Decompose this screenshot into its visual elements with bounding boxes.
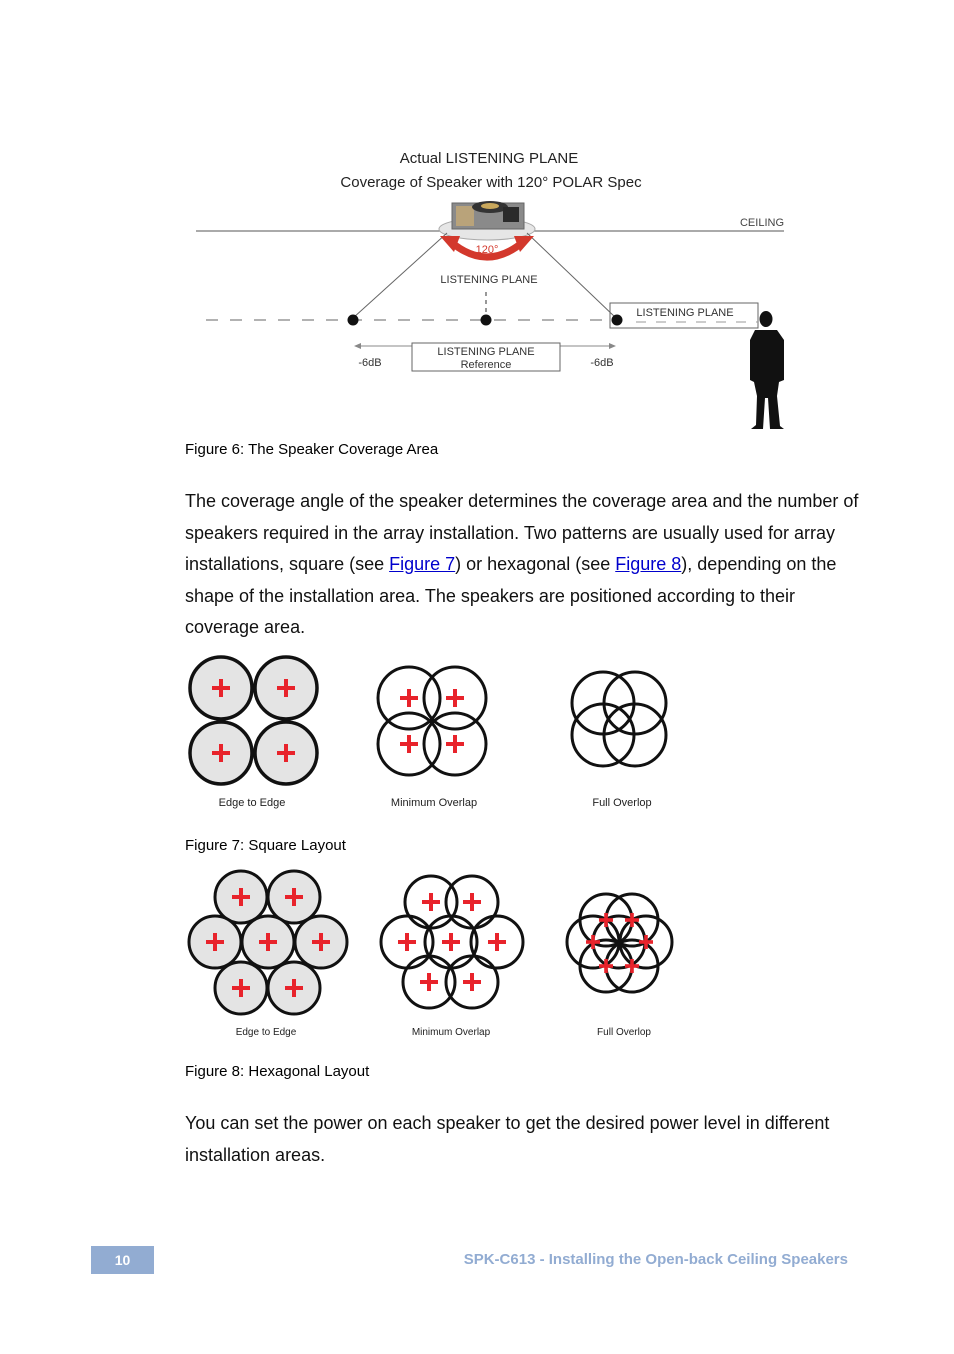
arrow-left-icon [354,343,361,349]
paragraph-text: The coverage angle of the speaker determines the coverage area and the number of speakers required in the array installation. Two patterns are usually used for array installations, square (see [185,491,859,574]
hex-label-full: Full Overlop [597,1027,651,1038]
ceiling-speaker-icon [439,201,535,240]
paragraph-text: ), depending on the shape of the installation area. The speakers are positioned according to their coverage area. [185,554,837,637]
diagram-title-line1: Actual LISTENING PLANE [399,150,579,167]
speaker-coverage-diagram [0,0,954,440]
figure7-link[interactable]: Figure 7 [389,554,456,574]
page-number: 10 [91,1246,154,1274]
hex-full-overlap [567,894,672,992]
coverage-line-right [527,233,616,318]
center-point-marker [481,315,492,326]
paragraph-coverage [185,486,860,644]
figure8-link[interactable]: Figure 8 [615,554,682,574]
left-db-label: -6dB [358,357,382,369]
arrow-right-icon [609,343,616,349]
figure8-caption: Figure 8: Hexagonal Layout [185,1063,370,1080]
listening-plane-center-label: LISTENING PLANE [440,274,538,286]
listening-plane-box-label: LISTENING PLANE [636,307,734,319]
square-label-full: Full Overlop [592,797,652,809]
square-full-overlap [572,672,666,766]
reference-label-line2: Reference [460,359,512,371]
hex-label-edge: Edge to Edge [235,1027,297,1038]
paragraph-power: You can set the power on each speaker to get the desired power level in different installation areas. [185,1113,830,1165]
paragraph-text: ) or hexagonal (see [455,554,616,574]
person-silhouette-icon [750,311,784,429]
square-edge-to-edge [190,657,317,784]
square-label-edge: Edge to Edge [218,797,286,809]
square-layout-diagram [0,650,954,825]
right-point-marker [612,315,623,326]
footer-title: SPK-C613 - Installing the Open-back Ceiling Speakers [463,1251,848,1268]
right-db-label: -6dB [590,357,614,369]
square-label-minimum: Minimum Overlap [390,797,478,809]
figure7-caption: Figure 7: Square Layout [185,837,346,854]
coverage-line-left [353,233,447,318]
angle-label: 120° [475,244,499,256]
hex-label-minimum: Minimum Overlap [411,1027,491,1038]
square-minimum-overlap [378,667,486,775]
figure6-caption: Figure 6: The Speaker Coverage Area [185,441,439,458]
ceiling-label: CEILING [739,217,784,229]
reference-label-line1: LISTENING PLANE [437,346,535,358]
diagram-title-line2: Coverage of Speaker with 120° POLAR Spec [340,174,642,191]
hexagonal-layout-diagram [0,862,954,1047]
left-point-marker [348,315,359,326]
